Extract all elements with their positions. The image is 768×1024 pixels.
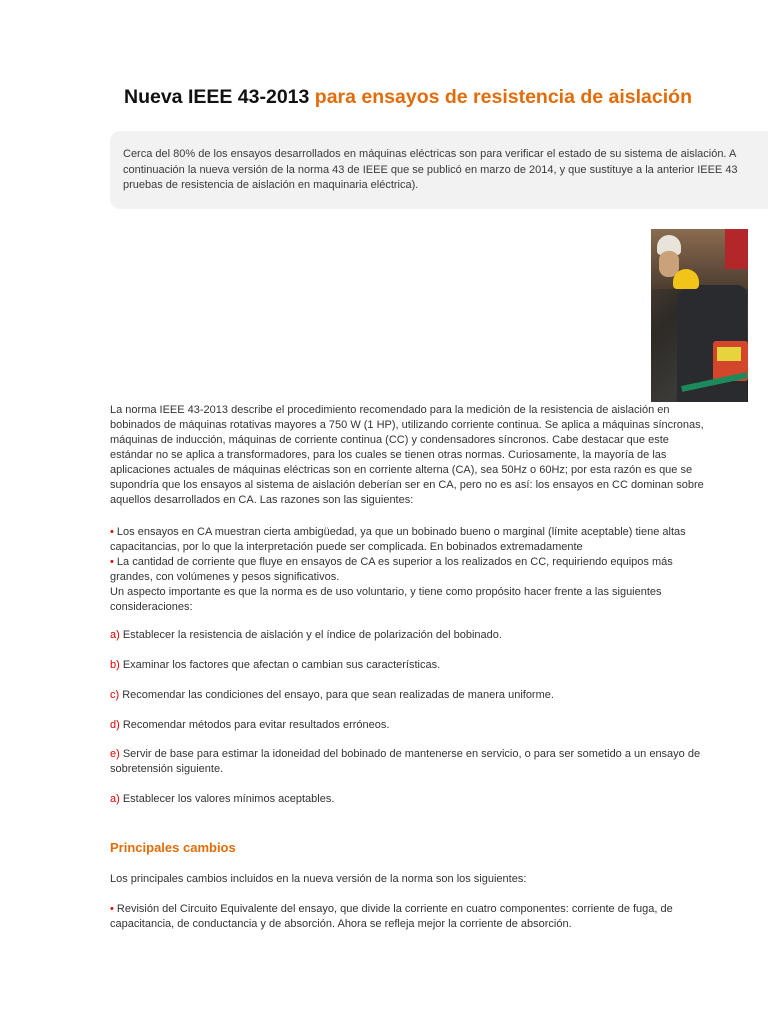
summary-text [123, 147, 768, 194]
change-text: Revisión del Circuito Equivalente del ensayo, que divide la corriente en cuatro componentes: corriente de fuga, de [116, 903, 673, 915]
reasons-list [110, 525, 760, 615]
consideration-text: Recomendar métodos para evitar resultados erróneos. [122, 719, 390, 731]
title-accent: para ensayos de resistencia de aislación [314, 86, 692, 108]
consideration-f [110, 792, 760, 807]
intro-line: aquellos desarrollados en CA. Las razones son las siguientes: [110, 494, 414, 506]
changes-list [110, 902, 760, 932]
reason-text: capacitancias, por lo que la interpretación puede ser complicada. En bobinados extremadamente [110, 541, 583, 553]
consideration-text: Establecer los valores mínimos aceptables. [122, 793, 335, 805]
list-marker: a) [110, 793, 120, 805]
intro-paragraph [110, 403, 760, 508]
consideration-b [110, 658, 760, 673]
considerations-intro: Un aspecto importante es que la norma es de uso voluntario, y tiene como propósito hacer frente a las siguientes [110, 586, 662, 598]
reason-item [110, 555, 760, 570]
intro-line: estándar no se aplica a transformadores, para los cuales se tienen otras normas. Curiosamente, la mayoría de las [110, 449, 667, 461]
summary-box [110, 131, 768, 209]
consideration-text: Examinar los factores que afectan o cambian sus características. [122, 659, 441, 671]
intro-line: La norma IEEE 43-2013 describe el procedimiento recomendado para la medición de la resistencia de aislación en [110, 404, 670, 416]
summary-line: Cerca del 80% de los ensayos desarrollados en máquinas eléctricas son para verificar el estado de su sistema de aislación. A [123, 148, 737, 160]
title-main: Nueva IEEE 43-2013 [124, 86, 310, 108]
list-marker: c) [110, 689, 120, 701]
list-marker: e) [110, 748, 120, 760]
consideration-a [110, 628, 760, 643]
considerations-intro: consideraciones: [110, 601, 193, 613]
intro-line: supondría que los ensayos al sistema de aislación deberían ser en CA, pero no es así: los ensayos en CC dominan sobre [110, 479, 704, 491]
consideration-e [110, 747, 760, 777]
change-text: capacitancia, de conductancia y de absorción. Ahora se refleja mejor la corriente de absorción. [110, 918, 572, 930]
reason-text: La cantidad de corriente que fluye en ensayos de CA es superior a los realizados en CC, requiriendo equipos más [116, 556, 673, 568]
reason-item [110, 525, 760, 540]
technician-photo [651, 229, 748, 402]
changes-intro [110, 872, 760, 887]
bullet-icon: • [110, 556, 114, 568]
bullet-icon: • [110, 526, 114, 538]
summary-line: continuación la nueva versión de la norma 43 de IEEE que se publicó en marzo de 2014, y que sustituye a la anterior IEEE 43 [123, 163, 738, 176]
intro-line: máquinas de inducción, máquinas de corriente continua (CC) y condensadores síncronos. Cabe destacar que este [110, 434, 669, 446]
reason-text: grandes, con volúmenes y pesos significativos. [110, 571, 340, 583]
changes-heading: Principales cambios [110, 840, 236, 855]
summary-line: pruebas de resistencia de aislación en maquinaria eléctrica). [123, 179, 419, 191]
consideration-c [110, 688, 760, 703]
list-marker: d) [110, 719, 120, 731]
consideration-text: sobretensión siguiente. [110, 763, 224, 775]
consideration-d [110, 718, 760, 733]
consideration-text: Recomendar las condiciones del ensayo, para que sean realizadas de manera uniforme. [122, 689, 554, 701]
intro-line: bobinados de máquinas rotativas mayores a 750 W (1 HP), utilizando corriente continua. Se aplica a máquinas síncronas, [110, 419, 704, 431]
list-marker: b) [110, 659, 120, 671]
change-item [110, 902, 760, 917]
reason-text: Los ensayos en CA muestran cierta ambigüedad, ya que un bobinado bueno o marginal (límite aceptable) tiene altas [116, 526, 686, 538]
changes-intro-text: Los principales cambios incluidos en la nueva versión de la norma son los siguientes: [110, 873, 527, 885]
consideration-text: Servir de base para estimar la idoneidad del bobinado de mantenerse en servicio, o para ser sometido a un ensayo de [122, 748, 701, 760]
bullet-icon: • [110, 903, 114, 915]
page-title [124, 86, 692, 109]
list-marker: a) [110, 629, 120, 641]
consideration-text: Establecer la resistencia de aislación y el índice de polarización del bobinado. [122, 629, 502, 641]
intro-line: aplicaciones actuales de máquinas eléctricas son en corriente alterna (CA), sea 50Hz o 60Hz; por esta razón es que se [110, 464, 693, 476]
